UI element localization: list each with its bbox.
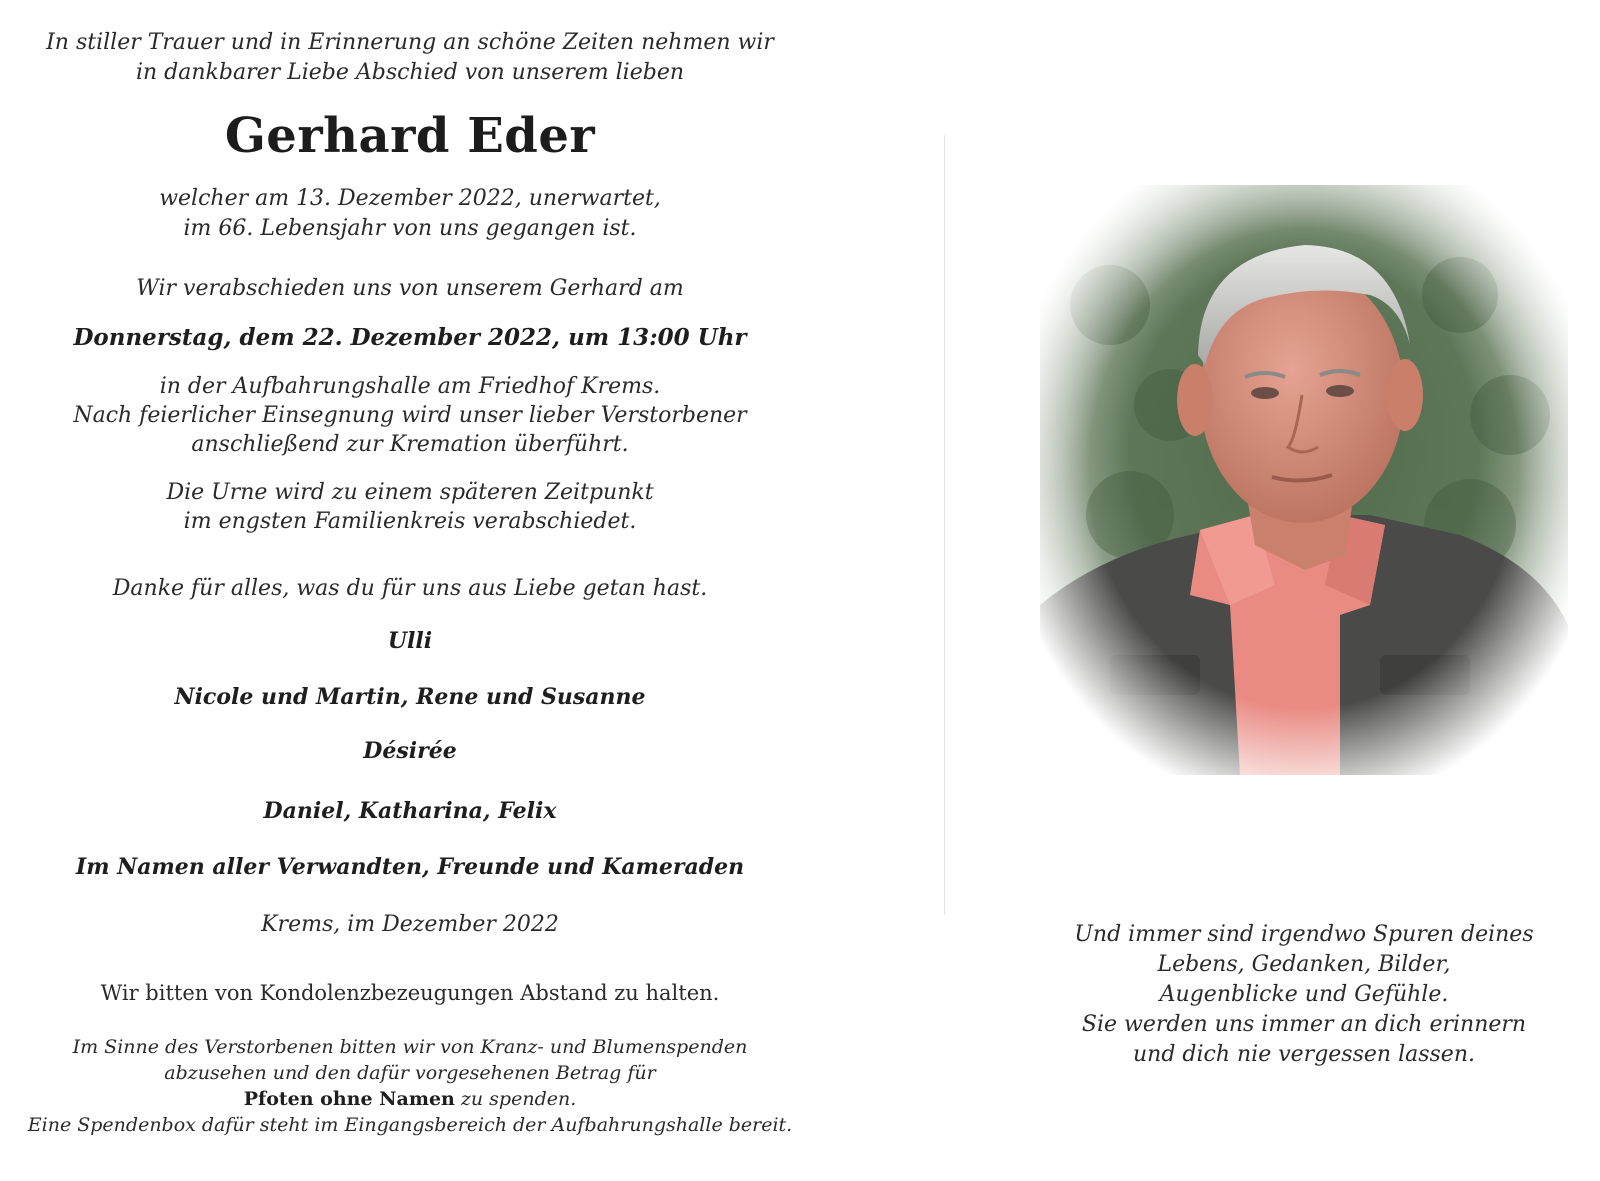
memorial-verse: Und immer sind irgendwo Spuren deines Lebens, Gedanken, Bilder, Augenblicke und Gefühle. Sie werden uns immer an dich erinnern und dich nie vergessen lassen.	[1074, 922, 1534, 1067]
mourner-line: Nicole und Martin, Rene und Susanne	[174, 684, 646, 710]
mourner-line: Ulli	[387, 628, 433, 654]
deceased-portrait	[1040, 185, 1568, 775]
mourner-line: Im Namen aller Verwandten, Freunde und Kameraden	[75, 854, 745, 880]
ceremony-place: in der Aufbahrungshalle am Friedhof Krems. Nach feierlicher Einsegnung wird unser lieber Verstorbener anschließend zur Kremation überführt.	[73, 374, 747, 457]
mourner-line: Daniel, Katharina, Felix	[263, 798, 557, 824]
fold-divider	[944, 135, 945, 915]
urn-note: Die Urne wird zu einem späteren Zeitpunkt im engsten Familienkreis verabschiedet.	[166, 480, 654, 534]
intro-text: In stiller Trauer und in Erinnerung an schöne Zeiten nehmen wir in dankbarer Liebe Abschied von unserem lieben	[46, 30, 774, 85]
deceased-name: Gerhard Eder	[224, 108, 596, 164]
death-info: welcher am 13. Dezember 2022, unerwartet, im 66. Lebensjahr von uns gegangen ist.	[159, 186, 661, 241]
condolence-note: Wir bitten von Kondolenzbezeugungen Abstand zu halten.	[100, 981, 720, 1005]
ceremony-date: Donnerstag, dem 22. Dezember 2022, um 13:00 Uhr	[73, 324, 747, 351]
charity-name: Pfoten ohne Namen	[243, 1088, 455, 1110]
donation-note: Im Sinne des Verstorbenen bitten wir von Kranz- und Blumenspenden abzusehen und den dafür vorgesehenen Betrag für Pfoten ohne Namen zu spenden. Eine Spendenbox dafür steht im Eingangsbereich der Aufbahrungshalle bereit.	[27, 1036, 793, 1136]
thanks-text: Danke für alles, was du für uns aus Liebe getan hast.	[112, 576, 708, 601]
place-date: Krems, im Dezember 2022	[261, 912, 559, 937]
farewell-intro: Wir verabschieden uns von unserem Gerhard am	[136, 276, 684, 301]
mourner-line: Désirée	[363, 738, 457, 764]
